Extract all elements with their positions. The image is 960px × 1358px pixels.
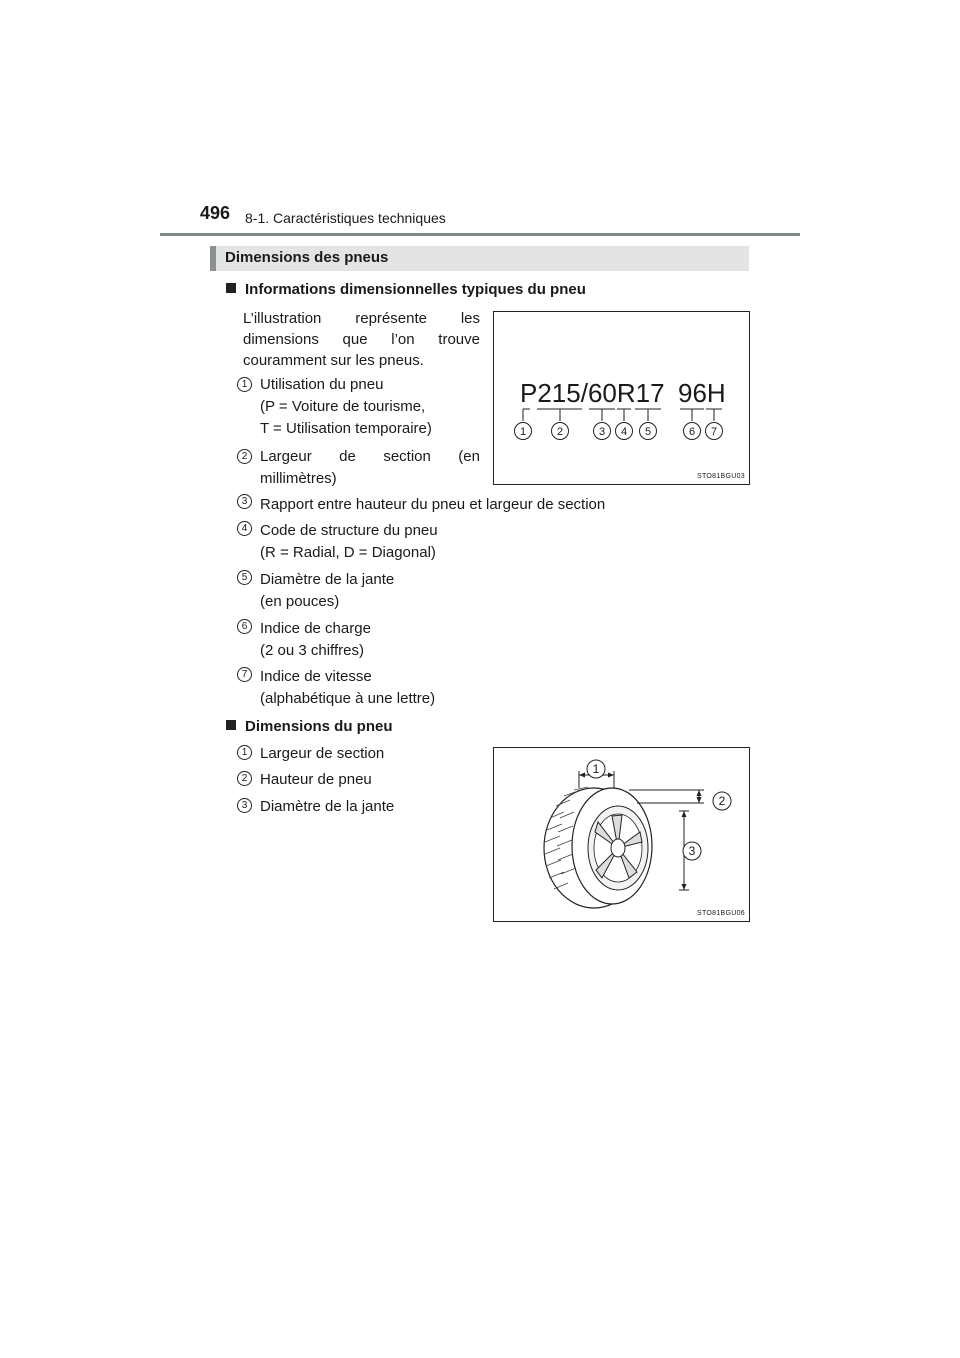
section-title: Dimensions des pneus [225,249,389,266]
callout-label: 7 [710,426,718,438]
item-line: Indice de charge [260,620,371,637]
item-number-badge: 7 [237,667,252,682]
tire-code-diagram [494,312,749,484]
tire-code-index: 96H [678,378,726,408]
list-item [260,618,560,662]
item-number-badge: 1 [237,745,252,760]
intro-line: couramment sur les pneus. [243,352,424,369]
wheel-hub [611,839,625,857]
item-line: Utilisation du pneu [260,376,384,393]
item-line: Code de structure du pneu [260,522,438,539]
section-path: 8-1. Caractéristiques techniques [245,210,446,226]
item-number-badge: 2 [237,771,252,786]
list-item: Largeur de section [260,745,385,762]
intro-line: L’illustration représente les [243,310,480,327]
intro-line: dimensions que l’on trouve [243,331,480,348]
callout-label: 4 [620,426,628,438]
item-number-badge: 2 [237,449,252,464]
callout-label: 6 [688,426,696,438]
tire-dimensions-figure [493,747,750,922]
list-item: Hauteur de pneu [260,771,372,788]
item-line: millimètres) [260,470,337,487]
item-line: (P = Voiture de tourisme, [260,398,426,415]
figure-code: STO81BGU06 [696,910,745,917]
intro-paragraph [243,308,480,371]
item-line: Indice de vitesse [260,668,372,685]
page-number: 496 [200,203,231,223]
item-number-badge: 3 [237,798,252,813]
item-line: (alphabétique à une lettre) [260,690,436,707]
list-item [260,666,560,710]
typical-info-heading-text: Informations dimensionnelles typiques du pneu [245,281,586,298]
list-item [260,494,740,516]
bracket-line [680,409,704,421]
bracket-line [635,409,661,421]
bracket-line [523,409,530,416]
square-bullet-icon [226,720,236,730]
item-number-badge: 4 [237,521,252,536]
tire-code-main: P215/60R17 [520,378,665,408]
bracket-line [706,409,722,421]
callout-label: 1 [592,762,600,776]
dimensions-heading-text: Dimensions du pneu [245,718,393,735]
callout-label: 2 [556,426,564,438]
typical-info-heading [226,281,586,298]
figure-code: STO81BGU03 [696,473,745,480]
item-number-badge: 5 [237,570,252,585]
callout-label: 1 [519,426,527,438]
item-number-badge: 1 [237,377,252,392]
callout-label: 3 [688,844,696,858]
callout-label: 3 [598,426,606,438]
list-item [260,569,560,613]
bracket-line [589,409,615,421]
bracket-line [537,409,582,421]
item-line: Rapport entre hauteur du pneu et largeur de section [260,496,606,513]
item-line: Largeur de section (en [260,448,480,465]
item-line: (en pouces) [260,593,340,610]
callout-label: 2 [718,794,726,808]
list-item: Diamètre de la jante [260,798,395,815]
item-line: Diamètre de la jante [260,571,395,588]
header-divider [160,233,800,236]
tire-illustration [494,748,749,921]
list-item [260,446,480,490]
bracket-line [617,409,631,421]
callout-label: 5 [644,426,652,438]
item-line: T = Utilisation temporaire) [260,420,432,437]
list-item [260,520,560,564]
item-line: (2 ou 3 chiffres) [260,642,364,659]
section-title-bar [210,246,749,271]
square-bullet-icon [226,283,236,293]
tire-code-figure [493,311,750,485]
dimensions-heading [226,718,393,735]
list-item [260,374,480,440]
item-line: (R = Radial, D = Diagonal) [260,544,436,561]
item-number-badge: 6 [237,619,252,634]
item-number-badge: 3 [237,494,252,509]
